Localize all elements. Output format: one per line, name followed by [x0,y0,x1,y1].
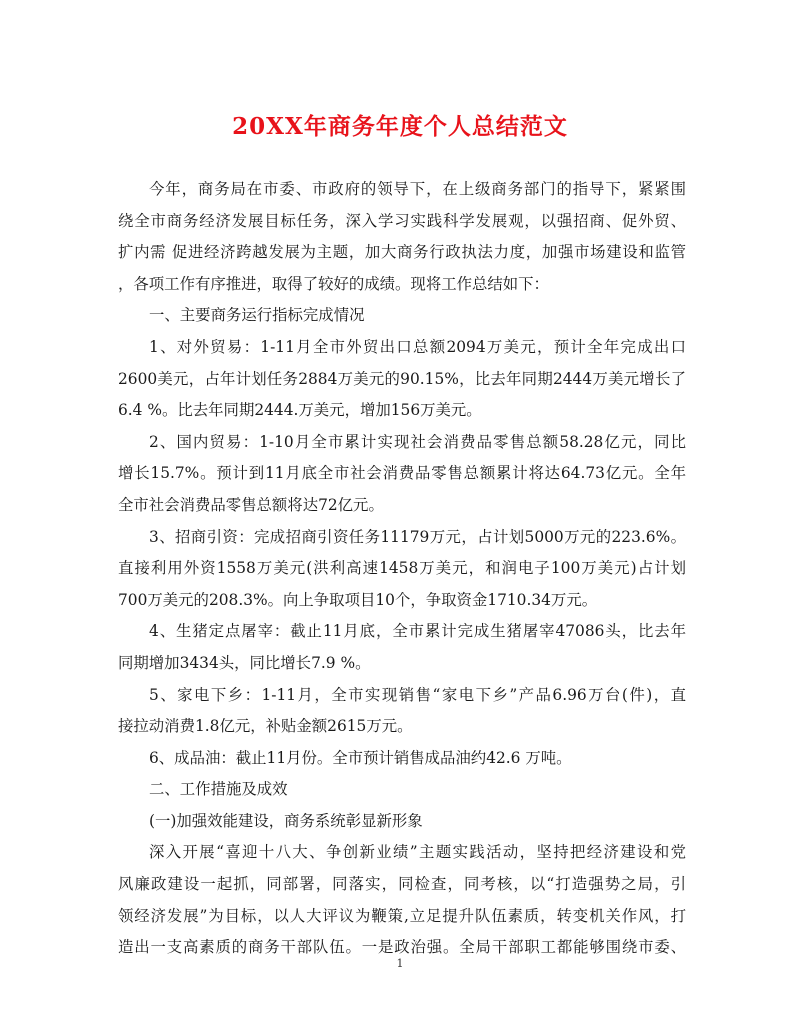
body-text-line: 3、招商引资：完成招商引资任务11179万元，占计划5000万元的223.6%。 [149,527,686,546]
body-text-line: 深入开展“喜迎十八大、争创新业绩”主题实践活动，坚持把经济建设和党 [149,843,686,862]
body-text-line: 今年，商务局在市委、市政府的领导下，在上级商务部门的指导下，紧紧围 [149,180,686,198]
body-text-line: 2600美元，占年计划任务2884万美元的90.15%，比去年同期2444万美元增长了 [118,369,686,388]
document-body [118,174,686,964]
body-text-line: 全市社会消费品零售总额将达72亿元。 [118,495,384,514]
body-text-line: 同期增加3434头，同比增长7.9 %。 [118,653,371,672]
body-text-line: 4、生猪定点屠宰：截止11月底，全市累计完成生猪屠宰47086头，比去年 [149,622,686,641]
body-text-line: 2、国内贸易：1-10月全市累计实现社会消费品零售总额58.28亿元，同比 [149,432,686,451]
body-text-line: 一、主要商务运行指标完成情况 [149,306,365,325]
body-text-line: 直接利用外资1558万美元(洪利高速1458万美元，和润电子100万美元)占计划 [118,559,686,578]
body-text-line: 领经济发展”为目标，以人大评议为鞭策,立足提升队伍素质，转变机关作风，打 [118,906,686,925]
body-text-line: 二、工作措施及成效 [149,780,288,799]
body-text-line: 风廉政建设一起抓，同部署，同落实，同检查，同考核，以“打造强势之局，引 [118,875,686,894]
body-text-line: 造出一支高素质的商务干部队伍。一是政治强。全局干部职工都能够围绕市委、 [118,938,686,957]
body-text-line: 扩内需 促进经济跨越发展为主题，加大商务行政执法力度，加强市场建设和监管 [118,243,686,262]
body-text-line: 6、成品油：截止11月份。全市预计销售成品油约42.6 万吨。 [149,748,572,767]
body-text-line: 接拉动消费1.8亿元，补贴金额2615万元。 [118,717,413,736]
body-text-line: 增长15.7%。预计到11月底全市社会消费品零售总额累计将达64.73亿元。全年 [118,464,686,483]
document-title: 20XX年商务年度个人总结范文 [232,113,568,140]
body-text-line: 700万美元的208.3%。向上争取项目10个，争取资金1710.34万元。 [118,590,598,609]
body-text-line: (一)加强效能建设，商务系统彰显新形象 [149,811,423,830]
page-number: 1 [396,957,404,970]
body-text-line: 5、家电下乡：1-11月，全市实现销售“家电下乡”产品6.96万台(件)，直 [149,685,686,704]
body-text-line: ，各项工作有序推进，取得了较好的成绩。现将工作总结如下： [118,274,549,293]
body-text-line: 6.4 %。比去年同期2444.万美元，增加156万美元。 [118,401,482,420]
body-text-line: 绕全市商务经济发展目标任务，深入学习实践科学发展观，以强招商、促外贸、 [118,211,686,230]
body-text-line: 1、对外贸易：1-11月全市外贸出口总额2094万美元，预计全年完成出口 [149,337,686,356]
